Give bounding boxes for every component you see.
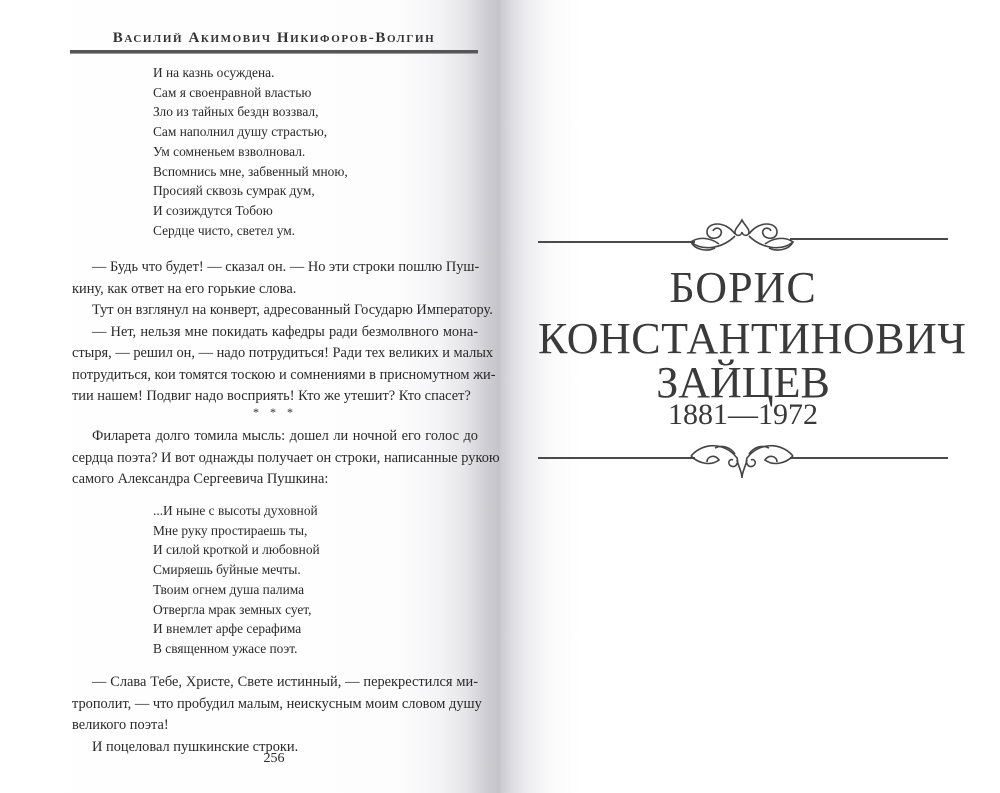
prose-line: великого поэта!	[72, 717, 169, 733]
prose-line: стыря, — решил он, — надо потрудиться! Ради тех великих и малых	[72, 345, 494, 361]
verse-line: Отвергла мрак земных сует,	[153, 601, 312, 617]
verse-line: Вспомнись мне, забвенный мною,	[153, 163, 348, 179]
verse-line: И внемлет арфе серафима	[153, 621, 302, 637]
author-patronymic: КОНСТАНТИНОВИЧ	[538, 314, 967, 363]
prose-block-1	[72, 257, 496, 408]
verse-block-2	[153, 501, 320, 659]
ornament-rule-right-bottom	[790, 457, 948, 459]
verse-line: Ум сомненьем взволновал.	[153, 143, 306, 159]
verse-line: Мне руку простираешь ты,	[153, 522, 308, 538]
prose-line: сердца поэта? И вот однажды получает он строки, написанные рукою	[72, 449, 500, 466]
prose-line: потрудиться, кои томятся тоскою и сомнениями в присномутном жи-	[72, 366, 496, 383]
author-years: 1881—1972	[668, 398, 818, 431]
verse-line: И силой кроткой и любовной	[153, 542, 320, 558]
verse-line: ...И ныне с высоты духовной	[153, 503, 318, 518]
prose-block-2	[72, 426, 500, 491]
prose-line: Тут он взглянул на конверт, адресованный Государю Императору.	[92, 302, 493, 318]
prose-line: трополит, — что пробудил малым, неискусным моим словом душу	[72, 695, 482, 712]
running-head: Василий Акимович Никифоров-Волгин	[112, 30, 436, 46]
prose-line: кину, как ответ на его горькие слова.	[72, 280, 297, 297]
prose-line: — Слава Тебе, Христе, Свете истинный, — перекрестился ми-	[92, 674, 478, 690]
author-surname: ЗАЙЦЕВ	[656, 358, 830, 407]
flourish-top-icon	[685, 212, 800, 257]
header-rule	[70, 50, 478, 54]
verse-line: Смиряешь буйные мечты.	[153, 562, 301, 578]
verse-line: И созиждутся Тобою	[153, 202, 273, 218]
flourish-bottom-icon	[685, 436, 800, 482]
prose-line: тии нашем! Подвиг надо восприять! Кто же утешит? Кто спасет?	[72, 388, 471, 404]
verse-line: Твоим огнем душа палима	[153, 581, 305, 597]
verse-block-1	[153, 63, 348, 240]
verse-line: Зло из тайных бездн воззвал,	[153, 104, 319, 120]
prose-line: Филарета долго томила мысль: дошел ли ночной его голос до	[92, 428, 478, 444]
verse-line: И на казнь осуждена.	[153, 65, 275, 80]
prose-line: самого Александра Сергеевича Пушкина:	[72, 471, 329, 487]
prose-line: И поцеловал пушкинские строки.	[92, 738, 299, 755]
page-number: 256	[263, 751, 285, 766]
verse-line: В священном ужасе поэт.	[153, 640, 298, 656]
verse-line: Сам наполнил душу страстью,	[153, 124, 328, 140]
prose-line: — Будь что будет! — сказал он. — Но эти строки пошлю Пуш-	[92, 259, 480, 275]
author-first-name: БОРИС	[669, 263, 817, 312]
ornament-rule-left-bottom	[538, 457, 695, 459]
section-break: * * *	[253, 405, 297, 419]
verse-line: Просияй сквозь сумрак дум,	[153, 183, 315, 199]
ornament-rule-right	[790, 238, 948, 240]
prose-block-3	[72, 672, 482, 758]
prose-line: — Нет, нельзя мне покидать кафедры ради безмолвного мона-	[92, 323, 478, 340]
verse-line: Сердце чисто, светел ум.	[153, 222, 296, 238]
ornament-rule-left	[538, 241, 695, 243]
verse-line: Сам я своенравной властью	[153, 84, 312, 100]
